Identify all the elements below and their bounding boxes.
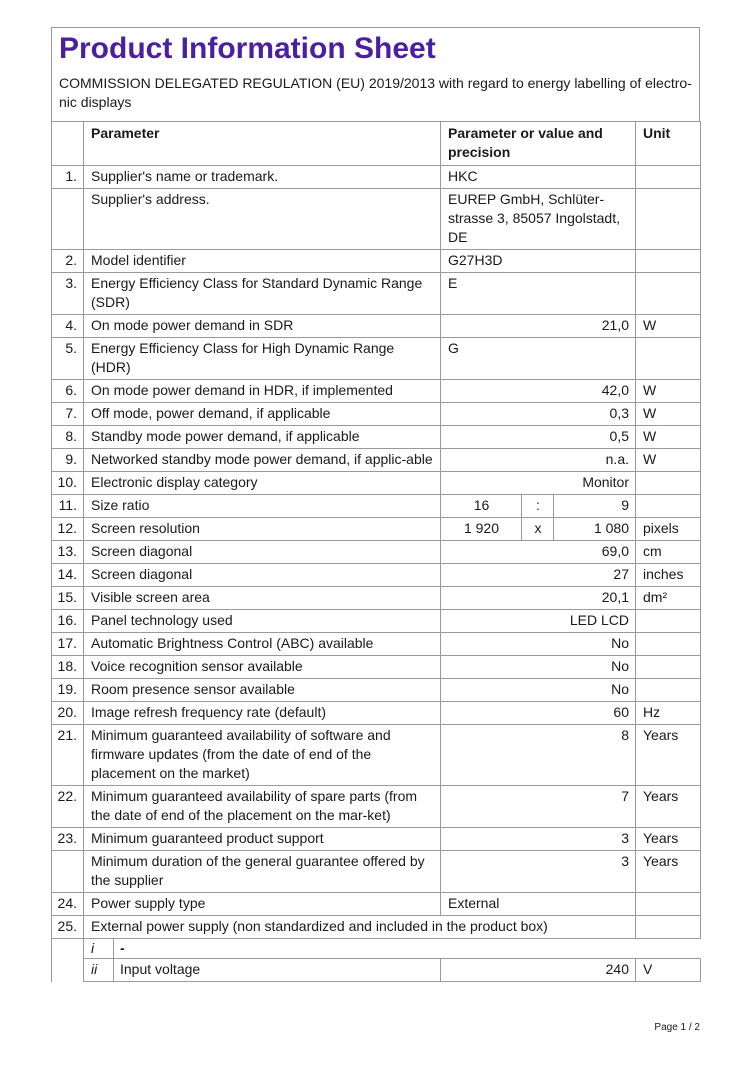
- table-row: [52, 939, 701, 959]
- unit-cell: [636, 893, 701, 916]
- row-number: 17.: [52, 633, 84, 656]
- parameter-cell: Off mode, power demand, if applicable: [84, 403, 441, 426]
- table-row: [52, 893, 701, 916]
- parameter-cell: Supplier's name or trademark.: [84, 166, 441, 189]
- product-information-sheet: [51, 27, 700, 982]
- value-cell: 20,1: [441, 587, 636, 610]
- parameter-cell: Energy Efficiency Class for High Dynamic Range (HDR): [84, 338, 441, 380]
- parameter-cell: Size ratio: [84, 495, 441, 518]
- unit-cell: [636, 472, 701, 495]
- row-number: 14.: [52, 564, 84, 587]
- row-number: [52, 851, 84, 893]
- parameter-cell: Automatic Brightness Control (ABC) available: [84, 633, 441, 656]
- unit-cell: [636, 273, 701, 315]
- value-cell: 7: [441, 786, 636, 828]
- table-row: [52, 702, 701, 725]
- value-cell: 240: [441, 959, 636, 982]
- parameter-cell: Visible screen area: [84, 587, 441, 610]
- row-number: 10.: [52, 472, 84, 495]
- table-row: [52, 679, 701, 702]
- row-number: 7.: [52, 403, 84, 426]
- parameter-cell: Model identifier: [84, 250, 441, 273]
- parameter-cell: Electronic display category: [84, 472, 441, 495]
- value-cell: No: [441, 656, 636, 679]
- value-cell: 60: [441, 702, 636, 725]
- unit-cell: W: [636, 315, 701, 338]
- parameter-cell: Screen resolution: [84, 518, 441, 541]
- row-number: 12.: [52, 518, 84, 541]
- table-row: [52, 315, 701, 338]
- unit-cell: [636, 338, 701, 380]
- unit-cell: Years: [636, 725, 701, 786]
- row-number: 9.: [52, 449, 84, 472]
- value-cell: No: [441, 633, 636, 656]
- parameter-cell: Standby mode power demand, if applicable: [84, 426, 441, 449]
- unit-cell: [636, 633, 701, 656]
- row-number: 20.: [52, 702, 84, 725]
- value-cell: LED LCD: [441, 610, 636, 633]
- value-second: 1 080: [554, 518, 636, 541]
- table-row: [52, 959, 701, 982]
- value-cell: 0,5: [441, 426, 636, 449]
- value-cell: 3: [441, 851, 636, 893]
- regulation-subtitle: COMMISSION DELEGATED REGULATION (EU) 2019/2013 with regard to energy labelling of electro-nic displays: [59, 75, 692, 110]
- unit-cell: W: [636, 426, 701, 449]
- table-header-row: [52, 122, 701, 166]
- parameter-cell: On mode power demand in HDR, if implemented: [84, 380, 441, 403]
- row-number: 3.: [52, 273, 84, 315]
- parameter-cell: Energy Efficiency Class for Standard Dynamic Range (SDR): [84, 273, 441, 315]
- unit-cell: [636, 916, 701, 939]
- table-row: [52, 380, 701, 403]
- value-first: 16: [441, 495, 522, 518]
- value-cell: HKC: [441, 166, 636, 189]
- unit-cell: V: [636, 959, 701, 982]
- row-number: 13.: [52, 541, 84, 564]
- table-row: [52, 633, 701, 656]
- row-number: 6.: [52, 380, 84, 403]
- table-row: [52, 166, 701, 189]
- parameter-table: [51, 121, 701, 982]
- unit-cell: [636, 166, 701, 189]
- sub-label: i: [84, 939, 114, 958]
- table-row: [52, 449, 701, 472]
- value-cell: 27: [441, 564, 636, 587]
- unit-cell: [636, 189, 701, 250]
- parameter-cell: Screen diagonal: [84, 564, 441, 587]
- value-cell: G27H3D: [441, 250, 636, 273]
- row-number: 15.: [52, 587, 84, 610]
- parameter-cell: Supplier's address.: [84, 189, 441, 250]
- table-row: [52, 656, 701, 679]
- table-row: [52, 189, 701, 250]
- sub-parameter: -: [120, 940, 125, 956]
- title-box: [51, 27, 700, 121]
- unit-cell: W: [636, 380, 701, 403]
- row-number: 8.: [52, 426, 84, 449]
- unit-cell: Hz: [636, 702, 701, 725]
- header-value: Parameter or value and precision: [441, 122, 636, 166]
- sub-parameter: Input voltage: [120, 961, 201, 977]
- table-row: [52, 828, 701, 851]
- value-cell: EUREP GmbH, Schlüter-strasse 3, 85057 Ingolstadt, DE: [441, 189, 636, 250]
- value-cell: External: [441, 893, 636, 916]
- value-separator: x: [522, 518, 554, 541]
- parameter-cell: Minimum guaranteed product support: [84, 828, 441, 851]
- unit-cell: W: [636, 449, 701, 472]
- page-title: Product Information Sheet: [59, 32, 436, 65]
- table-row: [52, 403, 701, 426]
- row-number: 25.: [52, 916, 84, 939]
- value-cell: 3: [441, 828, 636, 851]
- unit-cell: Years: [636, 851, 701, 893]
- table-row: [52, 587, 701, 610]
- unit-cell: dm²: [636, 587, 701, 610]
- row-number: [52, 959, 84, 982]
- parameter-cell: Power supply type: [84, 893, 441, 916]
- table-row: [52, 426, 701, 449]
- sub-row-ii: [84, 959, 441, 982]
- row-number: 4.: [52, 315, 84, 338]
- row-number: 16.: [52, 610, 84, 633]
- value-separator: :: [522, 495, 554, 518]
- value-cell: E: [441, 273, 636, 315]
- parameter-cell: Minimum guaranteed availability of spare parts (from the date of end of the placement on the mar-ket): [84, 786, 441, 828]
- table-row: [52, 725, 701, 786]
- row-number: 1.: [52, 166, 84, 189]
- row-number: 5.: [52, 338, 84, 380]
- value-cell: 0,3: [441, 403, 636, 426]
- value-cell: G: [441, 338, 636, 380]
- unit-cell: inches: [636, 564, 701, 587]
- table-row: [52, 851, 701, 893]
- value-cell: n.a.: [441, 449, 636, 472]
- value-cell: 21,0: [441, 315, 636, 338]
- unit-cell: [636, 495, 701, 518]
- unit-cell: Years: [636, 828, 701, 851]
- table-row: [52, 518, 701, 541]
- row-number: [52, 939, 84, 959]
- parameter-cell: Screen diagonal: [84, 541, 441, 564]
- parameter-cell: Room presence sensor available: [84, 679, 441, 702]
- parameter-cell: Networked standby mode power demand, if applic-able: [84, 449, 441, 472]
- value-cell: 69,0: [441, 541, 636, 564]
- table-row: [52, 472, 701, 495]
- parameter-cell: Minimum duration of the general guarantee offered by the supplier: [84, 851, 441, 893]
- parameter-cell: On mode power demand in SDR: [84, 315, 441, 338]
- row-number: 22.: [52, 786, 84, 828]
- value-cell: Monitor: [441, 472, 636, 495]
- parameter-cell: Minimum guaranteed availability of software and firmware updates (from the date of end of the placement on the market): [84, 725, 441, 786]
- sub-label: ii: [84, 959, 114, 981]
- table-row: [52, 495, 701, 518]
- parameter-cell: Voice recognition sensor available: [84, 656, 441, 679]
- value-cell: 42,0: [441, 380, 636, 403]
- value-first: 1 920: [441, 518, 522, 541]
- table-row: [52, 916, 701, 939]
- table-body: [52, 166, 701, 982]
- unit-cell: [636, 610, 701, 633]
- row-number: 2.: [52, 250, 84, 273]
- row-number: 11.: [52, 495, 84, 518]
- value-cell: No: [441, 679, 636, 702]
- header-parameter: Parameter: [84, 122, 441, 166]
- parameter-cell: Image refresh frequency rate (default): [84, 702, 441, 725]
- row-number: 24.: [52, 893, 84, 916]
- row-number: 21.: [52, 725, 84, 786]
- table-row: [52, 273, 701, 315]
- row-number: 23.: [52, 828, 84, 851]
- header-num: [52, 122, 84, 166]
- table-row: [52, 786, 701, 828]
- table-row: [52, 610, 701, 633]
- parameter-cell: External power supply (non standardized and included in the product box): [84, 916, 636, 939]
- unit-cell: pixels: [636, 518, 701, 541]
- unit-cell: [636, 679, 701, 702]
- table-row: [52, 564, 701, 587]
- table-row: [52, 338, 701, 380]
- unit-cell: Years: [636, 786, 701, 828]
- value-cell: 8: [441, 725, 636, 786]
- unit-cell: cm: [636, 541, 701, 564]
- unit-cell: W: [636, 403, 701, 426]
- row-number: 19.: [52, 679, 84, 702]
- table-row: [52, 250, 701, 273]
- table-row: [52, 541, 701, 564]
- row-number: [52, 189, 84, 250]
- page-number: Page 1 / 2: [654, 1022, 700, 1033]
- header-unit: Unit: [636, 122, 701, 166]
- parameter-cell: Panel technology used: [84, 610, 441, 633]
- unit-cell: [636, 656, 701, 679]
- sub-row-i: [84, 939, 701, 959]
- unit-cell: [636, 250, 701, 273]
- value-second: 9: [554, 495, 636, 518]
- row-number: 18.: [52, 656, 84, 679]
